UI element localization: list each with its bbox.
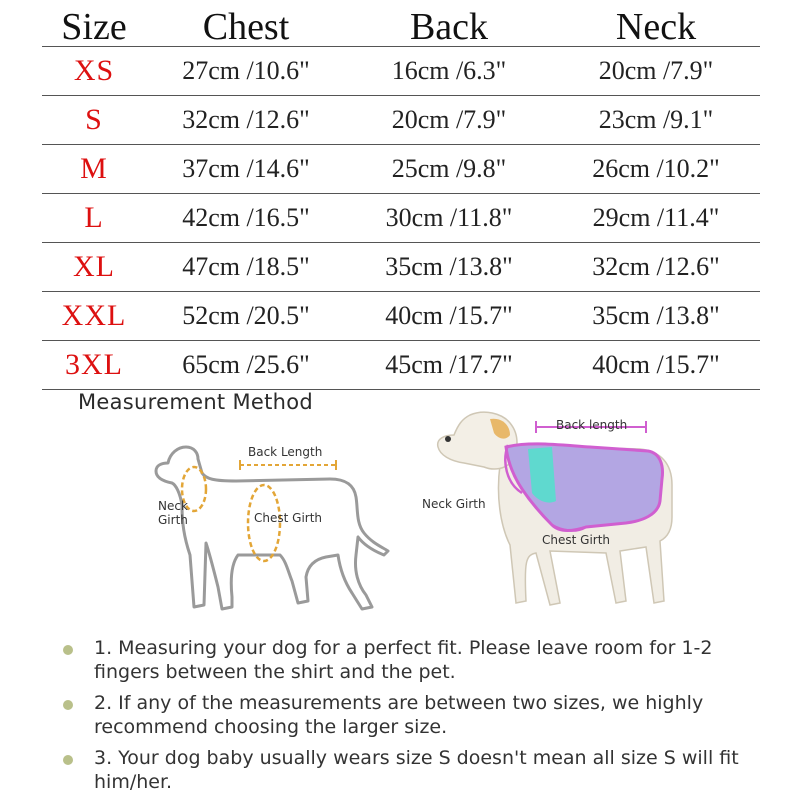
- size-label: L: [84, 201, 104, 234]
- neck-value: 32cm /12.6": [592, 252, 720, 281]
- neck-value: 29cm /11.4": [592, 203, 720, 232]
- chest-value: 37cm /14.6": [182, 154, 310, 183]
- size-label: 3XL: [65, 348, 123, 381]
- neck-value: 40cm /15.7": [592, 350, 720, 379]
- chest-value: 32cm /12.6": [182, 105, 310, 134]
- back-value: 45cm /17.7": [385, 350, 513, 379]
- neck-value: 20cm /7.9": [598, 56, 714, 85]
- note-text: 1. Measuring your dog for a perfect fit. Please leave room for 1-2 fingers between the shirt and the pet.: [94, 637, 713, 683]
- back-value: 16cm /6.3": [391, 56, 507, 85]
- list-item: [60, 636, 760, 684]
- bullet-icon: [63, 645, 73, 655]
- dog-with-coat-diagram: [410, 405, 710, 635]
- bullet-icon: [63, 700, 73, 710]
- neck-girth-label: Neck Girth: [422, 497, 486, 511]
- table-row: [42, 47, 760, 96]
- neck-value: 26cm /10.2": [592, 154, 720, 183]
- back-value: 40cm /15.7": [385, 301, 513, 330]
- size-label: XS: [73, 54, 115, 87]
- back-length-label: Back length: [556, 418, 628, 432]
- size-chart-table: [42, 0, 760, 390]
- size-label: XXL: [61, 299, 127, 332]
- header-chest: Chest: [202, 6, 290, 48]
- neck-girth-label-line1: Neck: [158, 499, 188, 513]
- chest-girth-label: Chest Girth: [254, 511, 323, 525]
- chest-value: 27cm /10.6": [182, 56, 310, 85]
- note-text: 2. If any of the measurements are between two sizes, we highly recommend choosing the larger size.: [94, 692, 704, 738]
- table-row: [42, 145, 760, 194]
- back-value: 30cm /11.8": [385, 203, 513, 232]
- size-label: M: [80, 152, 108, 185]
- size-label: S: [85, 103, 103, 136]
- notes-list: [60, 636, 760, 801]
- chest-girth-label: Chest Girth: [542, 533, 611, 547]
- chest-value: 65cm /25.6": [182, 350, 310, 379]
- neck-girth-label-line2: Girth: [158, 513, 188, 527]
- back-value: 35cm /13.8": [385, 252, 513, 281]
- dog-nose: [445, 436, 451, 442]
- measurement-method-title: Measurement Method: [78, 390, 314, 414]
- size-label: XL: [73, 250, 115, 283]
- list-item: [60, 746, 760, 794]
- table-row: [42, 194, 760, 243]
- outline-dog-diagram: [140, 405, 400, 635]
- neck-value: 23cm /9.1": [598, 105, 714, 134]
- back-value: 20cm /7.9": [391, 105, 507, 134]
- dog-coat-illustration: [410, 405, 710, 635]
- table-row: [42, 243, 760, 292]
- back-value: 25cm /9.8": [391, 154, 507, 183]
- table-row: [42, 292, 760, 341]
- header-neck: Neck: [615, 6, 697, 48]
- table-row: [42, 341, 760, 390]
- table-row: [42, 96, 760, 145]
- table-header-row: [42, 0, 760, 47]
- note-text: 3. Your dog baby usually wears size S doesn't mean all size S will fit him/her.: [94, 747, 739, 793]
- chest-value: 47cm /18.5": [182, 252, 310, 281]
- neck-value: 35cm /13.8": [592, 301, 720, 330]
- dog-outline: [156, 447, 388, 609]
- chest-value: 42cm /16.5": [182, 203, 310, 232]
- header-size: Size: [61, 6, 127, 48]
- chest-value: 52cm /20.5": [182, 301, 310, 330]
- list-item: [60, 691, 760, 739]
- bullet-icon: [63, 755, 73, 765]
- back-length-label: Back Length: [248, 445, 323, 459]
- header-back: Back: [409, 6, 489, 48]
